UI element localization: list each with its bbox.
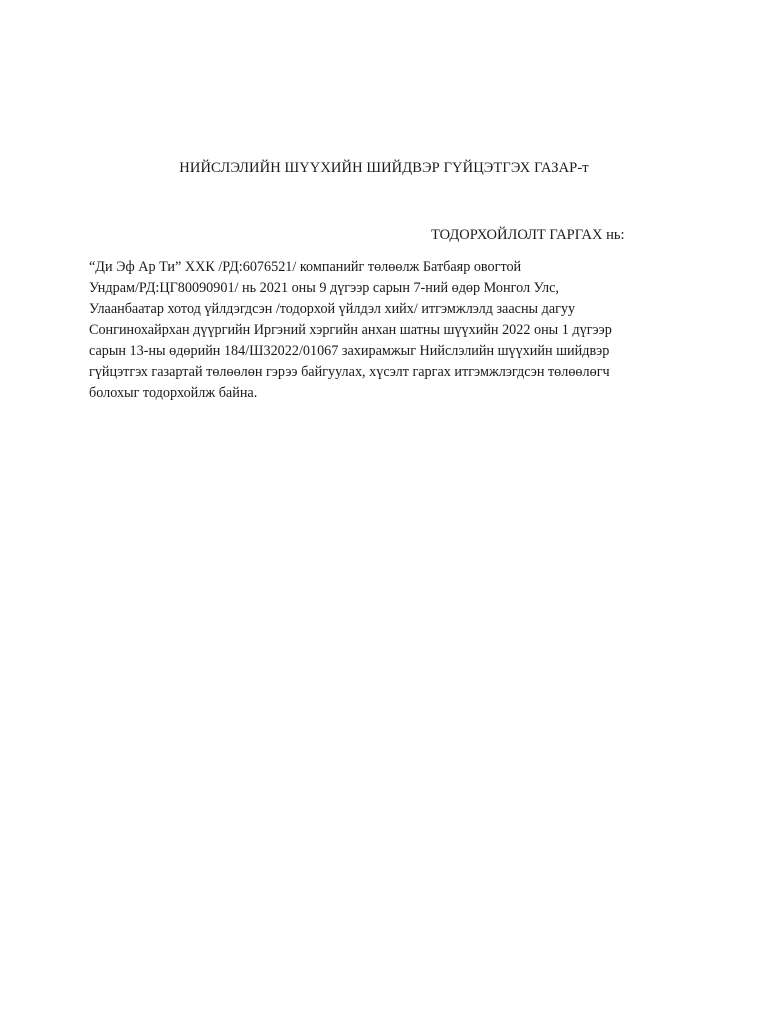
- body-line: Улаанбаатар хотод үйлдэгдсэн /тодорхой үйлдэл хийх/ итгэмжлэлд заасны дагуу: [89, 301, 576, 317]
- body-line: болохыг тодорхойлж байна.: [89, 385, 258, 401]
- document-heading: НИЙСЛЭЛИЙН ШҮҮХИЙН ШИЙДВЭР ГҮЙЦЭТГЭХ ГАЗАР-т: [179, 160, 589, 176]
- body-line: “Ди Эф Ар Ти” ХХК /РД:6076521/ компанийг төлөөлж Батбаяр овогтой: [89, 259, 522, 275]
- body-line: Сонгинохайрхан дүүргийн Иргэний хэргийн анхан шатны шүүхийн 2022 оны 1 дүгээр: [89, 322, 612, 338]
- body-line: гүйцэтгэх газартай төлөөлөн гэрээ байгуулах, хүсэлт гаргах итгэмжлэгдсэн төлөөлөгч: [89, 364, 610, 380]
- document-subject: ТОДОРХОЙЛОЛТ ГАРГАХ нь:: [431, 227, 625, 243]
- document-body: [89, 257, 689, 404]
- body-line: Ундрам/РД:ЦГ80090901/ нь 2021 оны 9 дүгээр сарын 7-ний өдөр Монгол Улс,: [89, 280, 559, 296]
- body-line: сарын 13-ны өдөрийн 184/Ш32022/01067 захирамжыг Нийслэлийн шүүхийн шийдвэр: [89, 343, 610, 359]
